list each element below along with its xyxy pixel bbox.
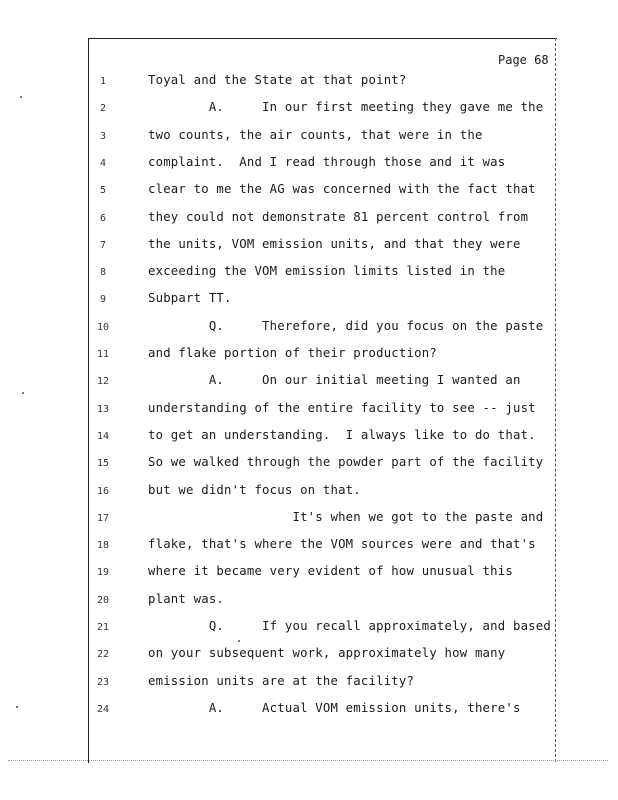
transcript-line [0, 210, 618, 230]
line-number: 19 [96, 567, 110, 579]
line-text: understanding of the entire facility to see -- just [148, 400, 536, 415]
line-text: A. Actual VOM emission units, there's [148, 700, 521, 715]
transcript-line [0, 674, 618, 694]
transcript-line [0, 401, 618, 421]
transcript-line [0, 483, 618, 503]
transcript-line [0, 264, 618, 284]
line-text: emission units are at the facility? [148, 673, 415, 688]
line-number: 23 [96, 676, 110, 688]
line-number: 15 [96, 458, 110, 470]
line-number: 11 [96, 349, 110, 360]
line-number: 5 [99, 185, 107, 197]
line-text: It's when we got to the paste and [148, 509, 544, 524]
line-number: 2 [99, 103, 107, 115]
line-text: Q. If you recall approximately, and based [148, 619, 551, 633]
line-text: Q. Therefore, did you focus on the paste [148, 318, 544, 333]
transcript-line [0, 646, 618, 666]
transcript-line [0, 428, 618, 448]
line-number: 14 [96, 430, 110, 442]
transcript-line [0, 346, 618, 366]
line-text: complaint. And I read through those and it was [148, 154, 506, 169]
line-text: clear to me the AG was concerned with the fact that [148, 182, 536, 197]
transcript-line [0, 237, 618, 257]
transcript-line [0, 291, 618, 311]
line-text: but we didn't focus on that. [148, 482, 361, 497]
transcript-line [0, 537, 618, 557]
line-text: to get an understanding. I always like to do that. [148, 427, 536, 442]
line-number: 12 [96, 376, 110, 388]
line-text: where it became very evident of how unusual this [148, 564, 513, 579]
line-number: 13 [96, 403, 110, 415]
line-number: 16 [96, 485, 110, 497]
line-text: Toyal and the State at that point? [148, 73, 407, 87]
scan-speck [16, 706, 18, 708]
line-text: So we walked through the powder part of the facility [148, 455, 544, 470]
line-number: 21 [96, 622, 110, 633]
line-number: 8 [99, 267, 107, 279]
line-text: two counts, the air counts, that were in the [148, 127, 483, 142]
transcript-line [0, 619, 618, 639]
transcript-line [0, 73, 618, 93]
line-text: the units, VOM emission units, and that they were [148, 236, 521, 251]
line-number: 3 [99, 130, 107, 142]
transcript-line [0, 701, 618, 721]
line-number: 22 [96, 649, 110, 661]
line-number: 7 [99, 239, 107, 251]
line-text: A. On our initial meeting I wanted an [148, 373, 521, 388]
transcript-line [0, 510, 618, 530]
transcript-line [0, 100, 618, 120]
transcript-line [0, 319, 618, 339]
transcript-line [0, 564, 618, 584]
transcript-line [0, 155, 618, 175]
transcript-line [0, 128, 618, 148]
transcript-line [0, 182, 618, 202]
scan-speck [238, 640, 240, 642]
line-number: 9 [99, 294, 107, 306]
line-number: 10 [96, 321, 110, 333]
line-text: flake, that's where the VOM sources were and that's [148, 537, 536, 552]
line-text: exceeding the VOM emission limits listed in the [148, 264, 506, 279]
line-number: 1 [99, 76, 107, 87]
line-number: 17 [96, 512, 110, 524]
line-text: and flake portion of their production? [148, 346, 437, 360]
line-text: on your subsequent work, approximately how many [148, 646, 506, 661]
scan-speck [22, 392, 24, 394]
scan-speck [20, 96, 22, 98]
line-text: Subpart TT. [148, 291, 232, 306]
line-text: plant was. [148, 591, 225, 606]
transcript-line [0, 455, 618, 475]
line-text: A. In our first meeting they gave me the [148, 100, 544, 115]
line-number: 20 [96, 594, 110, 606]
bottom-scan-artifact [8, 760, 608, 761]
line-text: they could not demonstrate 81 percent control from [148, 209, 529, 224]
transcript-line [0, 373, 618, 393]
line-number: 6 [99, 212, 107, 224]
line-number: 24 [96, 703, 110, 715]
line-number: 18 [96, 540, 110, 552]
transcript-line [0, 592, 618, 612]
page-number: Page 68 [498, 53, 549, 67]
line-number: 4 [99, 157, 107, 169]
